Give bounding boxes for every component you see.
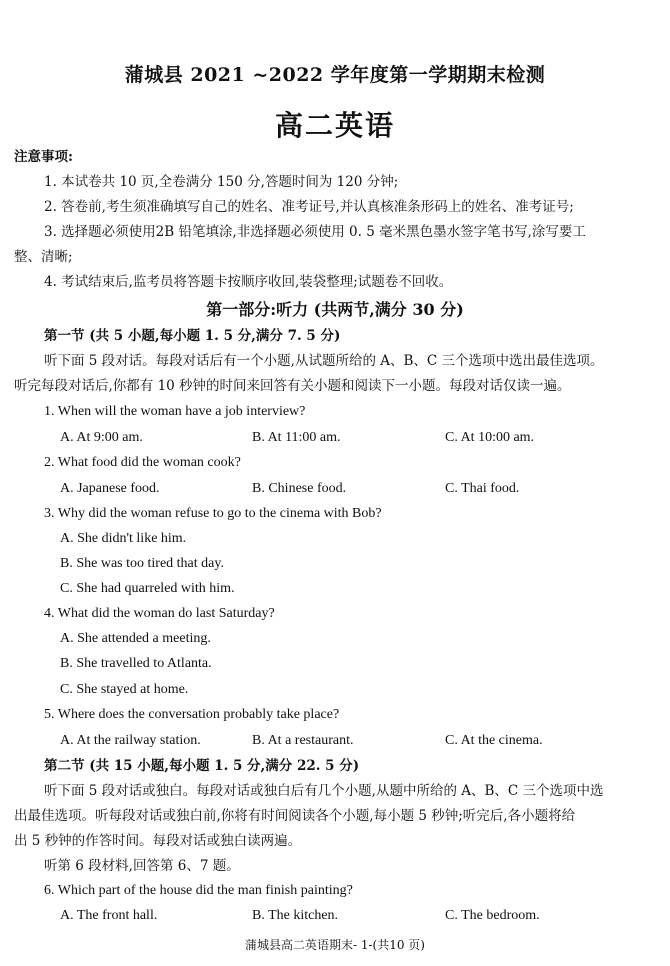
section2-heading: 第二节 (共 15 小题,每小题 1. 5 分,满分 22. 5 分): [44, 758, 360, 774]
question-option: B. At a restaurant.: [252, 733, 354, 748]
question-stem: 1. When will the woman have a job interview?: [44, 404, 306, 419]
note-item: 3. 选择题必须使用2B 铅笔填涂,非选择题必须使用 0. 5 毫米黑色墨水签字笔书写,涂写要工: [44, 224, 586, 240]
question-stem: 2. What food did the woman cook?: [44, 455, 241, 470]
notes-heading: 注意事项:: [14, 149, 73, 165]
note-item: 2. 答卷前,考生须准确填写自己的姓名、准考证号,并认真核准条形码上的姓名、准考证号;: [44, 199, 574, 215]
question-option: C. Thai food.: [445, 481, 520, 496]
question-option: B. Chinese food.: [252, 481, 347, 496]
part1-heading: 第一部分:听力 (共两节,满分 30 分): [206, 300, 464, 319]
note-item: 整、清晰;: [14, 249, 73, 265]
section1-instructions: 听完每段对话后,你都有 10 秒钟的时间来回答有关小题和阅读下一小题。每段对话仅读一遍。: [14, 378, 571, 394]
question-option: B. The kitchen.: [252, 908, 339, 923]
question-stem: 3. Why did the woman refuse to go to the cinema with Bob?: [44, 506, 382, 521]
question-option: B. She travelled to Atlanta.: [60, 656, 212, 671]
section2-instructions: 出 5 秒钟的作答时间。每段对话或独白读两遍。: [14, 833, 302, 849]
material-intro: 听第 6 段材料,回答第 6、7 题。: [44, 858, 240, 874]
exam-subject: 高二英语: [274, 109, 395, 142]
question-option: C. She stayed at home.: [60, 682, 189, 697]
note-item: 4. 考试结束后,监考员将答题卡按顺序收回,装袋整理;试题卷不回收。: [44, 274, 453, 290]
question-option: A. The front hall.: [60, 908, 158, 923]
section2-instructions: 出最佳选项。听每段对话或独白前,你将有时间阅读各个小题,每小题 5 秒钟;听完后,各小题将给: [14, 808, 576, 824]
exam-title: 蒲城县 2021 ~2022 学年度第一学期期末检测: [124, 64, 546, 86]
question-option: A. At the railway station.: [60, 733, 201, 748]
question-option: C. At the cinema.: [445, 733, 543, 748]
question-option: C. She had quarreled with him.: [60, 581, 235, 596]
question-option: B. She was too tired that day.: [60, 556, 224, 571]
section1-instructions: 听下面 5 段对话。每段对话后有一个小题,从试题所给的 A、B、C 三个选项中选出最佳选项。: [44, 353, 604, 369]
question-option: B. At 11:00 am.: [252, 430, 341, 445]
question-option: C. The bedroom.: [445, 908, 540, 923]
question-option: A. At 9:00 am.: [60, 430, 143, 445]
page-footer: 蒲城县高二英语期末- 1-(共10 页): [244, 938, 425, 952]
question-stem: 4. What did the woman do last Saturday?: [44, 606, 275, 621]
question-stem: 6. Which part of the house did the man finish painting?: [44, 883, 353, 898]
note-item: 1. 本试卷共 10 页,全卷满分 150 分,答题时间为 120 分钟;: [44, 174, 399, 190]
section2-instructions: 听下面 5 段对话或独白。每段对话或独白后有几个小题,从题中所给的 A、B、C 三个选项中选: [44, 783, 604, 799]
question-stem: 5. Where does the conversation probably take place?: [44, 707, 340, 722]
question-option: C. At 10:00 am.: [445, 430, 535, 445]
section1-heading: 第一节 (共 5 小题,每小题 1. 5 分,满分 7. 5 分): [44, 328, 341, 344]
question-option: A. She attended a meeting.: [60, 631, 211, 646]
question-option: A. Japanese food.: [60, 481, 160, 496]
question-option: A. She didn't like him.: [60, 531, 187, 546]
